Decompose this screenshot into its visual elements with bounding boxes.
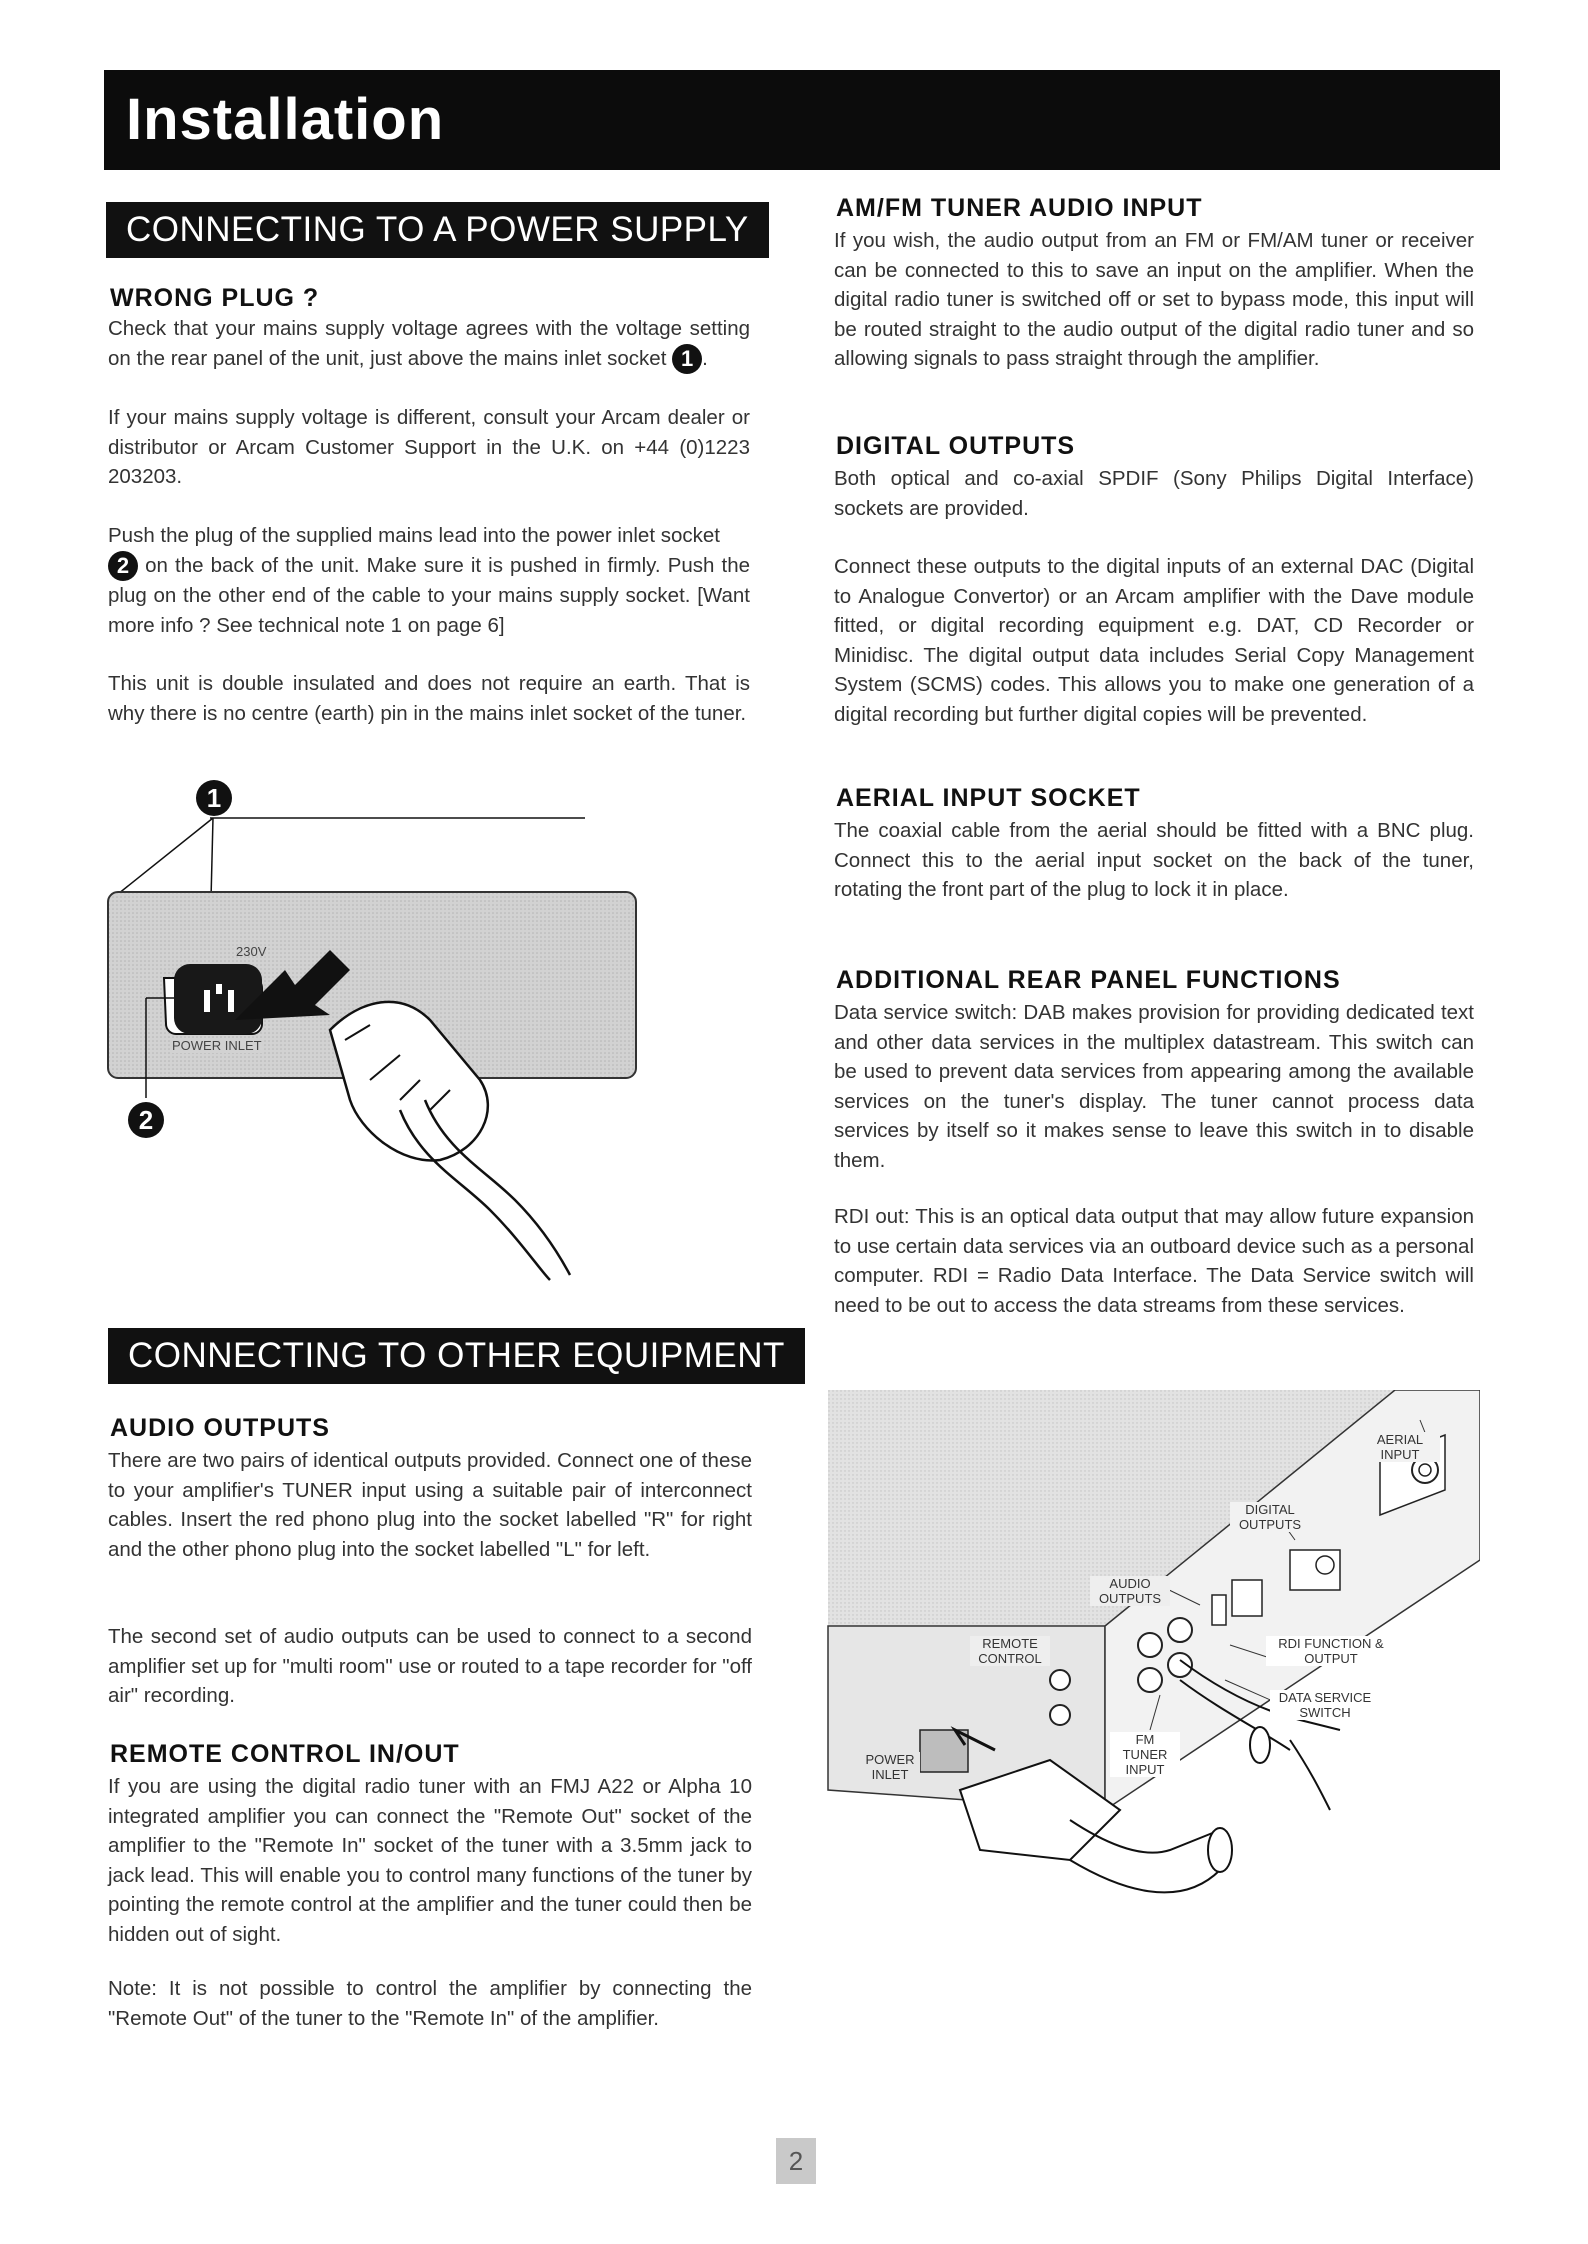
digital-outputs-label: DIGITAL OUTPUTS bbox=[1230, 1502, 1310, 1532]
audio-outputs-paragraph-2: The second set of audio outputs can be used to connect to a second amplifier set up for "multi room" use or routed to a tape recorder for "off air" recording. bbox=[108, 1625, 752, 1707]
amfm-heading: AM/FM TUNER AUDIO INPUT bbox=[836, 194, 1203, 222]
aerial-input-label: AERIAL INPUT bbox=[1360, 1432, 1440, 1462]
power-inlet-diagram-label: POWER INLET bbox=[860, 1752, 920, 1782]
rdi-function-label: RDI FUNCTION & OUTPUT bbox=[1266, 1636, 1396, 1666]
callout-1-icon: 1 bbox=[196, 780, 232, 816]
audio-outputs-heading: AUDIO OUTPUTS bbox=[110, 1414, 330, 1442]
additional-paragraph-1: Data service switch: DAB makes provision for providing dedicated text and other data services in the multiplex datastream. This switch can be used to prevent data services from appearing among the available services on the tuner's display. The tuner cannot process data services by itself so it makes sense to leave this switch in to disable them. bbox=[834, 1001, 1474, 1172]
aerial-heading: AERIAL INPUT SOCKET bbox=[836, 784, 1141, 812]
wrong-plug-paragraph-3: Push the plug of the supplied mains lead into the power inlet socket 2 on the back of the unit. Make sure it is pushed in firmly. Push the plug on the other end of the cable to your mains supply socket. [Want more info ? See technical note 1 on page 6] bbox=[108, 524, 751, 637]
power-inlet-label: POWER INLET bbox=[172, 1038, 262, 1053]
fm-tuner-input-label: FM TUNER INPUT bbox=[1110, 1732, 1180, 1777]
wrong-plug-paragraph-1: Check that your mains supply voltage agrees with the voltage setting on the rear panel of the unit, just above the mains inlet socket 1 . bbox=[108, 314, 750, 374]
page-title: Installation bbox=[126, 87, 445, 152]
aerial-paragraph: The coaxial cable from the aerial should be fitted with a BNC plug. Connect this to the aerial input socket on the back of the tuner, rotating the front part of the plug to lock it in place. bbox=[834, 819, 1474, 901]
rear-panel-illustration bbox=[820, 1390, 1480, 1970]
data-service-switch-label: DATA SERVICE SWITCH bbox=[1270, 1690, 1380, 1720]
remote-control-paragraph-1: If you are using the digital radio tuner with an FMJ A22 or Alpha 10 integrated amplifier you can connect the "Remote Out" socket of the amplifier to the "Remote In" socket of the tuner with a 3.5mm jack to jack lead. This will enable you to control many functions of the tuner by pointing the remote control at the amplifier and the tuner could then be hidden out of sight. bbox=[108, 1775, 752, 1946]
remote-control-paragraph-2: Note: It is not possible to control the amplifier by connecting the "Remote Out" of the tuner to the "Remote In" of the amplifier. bbox=[108, 1977, 752, 2030]
rear-panel-figure bbox=[820, 1390, 1480, 1970]
audio-outputs-label: AUDIO OUTPUTS bbox=[1090, 1576, 1170, 1606]
title-bar bbox=[104, 70, 1500, 170]
digital-outputs-paragraph-1: Both optical and co-axial SPDIF (Sony Philips Digital Interface) sockets are provided. bbox=[834, 467, 1474, 520]
callout-2-icon: 2 bbox=[108, 551, 138, 581]
remote-control-heading: REMOTE CONTROL IN/OUT bbox=[110, 1740, 460, 1768]
voltage-label: 230V bbox=[236, 944, 267, 959]
page-number: 2 bbox=[776, 2138, 816, 2184]
power-inlet-figure bbox=[100, 780, 660, 1300]
remote-control-label: REMOTE CONTROL bbox=[970, 1636, 1050, 1666]
additional-paragraph-2: RDI out: This is an optical data output that may allow future expansion to use certain data services via an outboard device such as a personal computer. RDI = Radio Data Interface. The Data Service switch will need to be out to access the data streams from these services. bbox=[834, 1205, 1474, 1317]
digital-outputs-paragraph-2: Connect these outputs to the digital inputs of an external DAC (Digital to Analogue Convertor) or an Arcam amplifier with the Dave module fitted, or digital recording equipment e.g. DAT, CD Recorder or Minidisc. The digital output data includes Serial Copy Management System (SCMS) codes. This allows you to make one generation of a digital recording but further digital copies will be prevented. bbox=[834, 555, 1474, 726]
digital-outputs-heading: DIGITAL OUTPUTS bbox=[836, 432, 1076, 460]
amfm-paragraph: If you wish, the audio output from an FM or FM/AM tuner or receiver can be connected to this to save an input on the amplifier. When the digital radio tuner is switched off or set to bypass mode, this input will be routed straight to the audio output of the digital radio tuner and so allowing signals to pass straight through the amplifier. bbox=[834, 229, 1474, 370]
additional-heading: ADDITIONAL REAR PANEL FUNCTIONS bbox=[836, 966, 1341, 994]
other-equipment-banner: CONNECTING TO OTHER EQUIPMENT bbox=[108, 1328, 805, 1384]
wrong-plug-paragraph-2: If your mains supply voltage is different, consult your Arcam dealer or distributor or Arcam Customer Support in the U.K. on +44 (0)1223 203203. bbox=[108, 406, 750, 488]
callout-2-icon: 2 bbox=[128, 1102, 164, 1138]
audio-outputs-paragraph-1: There are two pairs of identical outputs provided. Connect one of these to your amplifier's TUNER input using a suitable pair of interconnect cables. Insert the red phono plug into the socket labelled "R" for right and the other phono plug into the socket labelled "L" for left. bbox=[108, 1449, 752, 1561]
power-supply-banner: CONNECTING TO A POWER SUPPLY bbox=[106, 202, 769, 258]
callout-1-icon: 1 bbox=[672, 344, 702, 374]
wrong-plug-paragraph-4: This unit is double insulated and does not require an earth. That is why there is no centre (earth) pin in the mains inlet socket of the tuner. bbox=[108, 672, 750, 725]
wrong-plug-heading: WRONG PLUG ? bbox=[110, 284, 320, 312]
